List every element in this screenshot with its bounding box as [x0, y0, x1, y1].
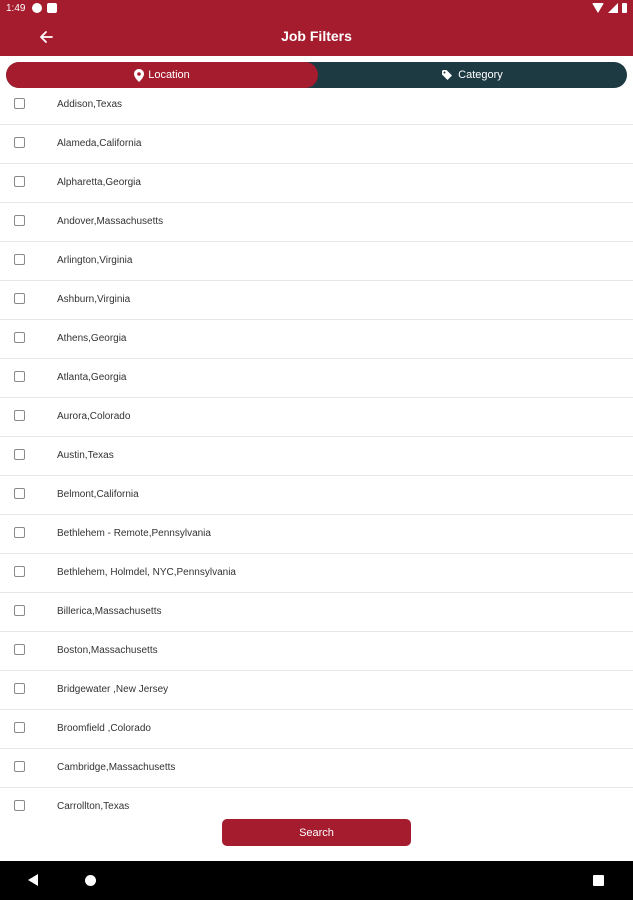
list-item[interactable] — [0, 281, 633, 320]
checkbox[interactable] — [14, 566, 25, 577]
checkbox[interactable] — [14, 410, 25, 421]
location-label: Aurora,Colorado — [57, 411, 131, 422]
list-item[interactable] — [0, 398, 633, 437]
system-nav-bar — [0, 861, 633, 900]
list-item[interactable] — [0, 593, 633, 632]
location-label: Boston,Massachusetts — [57, 645, 158, 656]
location-label: Bethlehem, Holmdel, NYC,Pennsylvania — [57, 567, 236, 578]
location-pin-icon — [134, 69, 144, 82]
list-item[interactable] — [0, 749, 633, 788]
tab-location-label: Location — [148, 69, 190, 81]
location-label: Addison,Texas — [57, 99, 123, 110]
location-label: Atlanta,Georgia — [57, 372, 127, 383]
notification-icons — [32, 3, 57, 13]
list-item[interactable] — [0, 203, 633, 242]
filter-tabs — [6, 62, 627, 88]
location-label: Arlington,Virginia — [57, 255, 133, 266]
location-label: Belmont,California — [57, 489, 139, 500]
checkbox[interactable] — [14, 371, 25, 382]
location-label: Broomfield ,Colorado — [57, 723, 151, 734]
status-bar — [0, 0, 633, 18]
checkbox[interactable] — [14, 176, 25, 187]
checkbox[interactable] — [14, 722, 25, 733]
checkbox[interactable] — [14, 254, 25, 265]
list-item[interactable] — [0, 88, 633, 125]
list-item[interactable] — [0, 359, 633, 398]
list-item[interactable] — [0, 710, 633, 749]
list-item[interactable] — [0, 320, 633, 359]
location-label: Austin,Texas — [57, 450, 114, 461]
system-icons — [592, 3, 627, 13]
wifi-icon — [592, 3, 604, 13]
checkbox[interactable] — [14, 137, 25, 148]
storage-notification-icon — [47, 3, 57, 13]
app-bar — [0, 18, 633, 56]
checkbox[interactable] — [14, 761, 25, 772]
page-title: Job Filters — [281, 28, 352, 44]
list-item[interactable] — [0, 164, 633, 203]
location-label: Bridgewater ,New Jersey — [57, 684, 169, 695]
list-item[interactable] — [0, 554, 633, 593]
location-label: Ashburn,Virginia — [57, 294, 131, 305]
list-item[interactable] — [0, 788, 633, 814]
checkbox[interactable] — [14, 332, 25, 343]
location-label: Athens,Georgia — [57, 333, 127, 344]
location-label: Carrollton,Texas — [57, 801, 130, 812]
checkbox[interactable] — [14, 644, 25, 655]
tab-category[interactable] — [318, 62, 627, 88]
location-label: Bethlehem - Remote,Pennsylvania — [57, 528, 211, 539]
checkbox[interactable] — [14, 449, 25, 460]
status-time: 1:49 — [6, 3, 26, 14]
checkbox[interactable] — [14, 215, 25, 226]
checkbox[interactable] — [14, 293, 25, 304]
list-item[interactable] — [0, 242, 633, 281]
nav-back-icon[interactable] — [28, 874, 38, 886]
search-button[interactable]: Search — [222, 819, 411, 846]
list-item[interactable] — [0, 125, 633, 164]
tab-category-label: Category — [458, 69, 503, 81]
checkbox[interactable] — [14, 488, 25, 499]
list-item[interactable] — [0, 515, 633, 554]
location-list — [0, 88, 633, 814]
checkbox[interactable] — [14, 683, 25, 694]
nav-recents-icon[interactable] — [593, 875, 604, 886]
checkbox[interactable] — [14, 98, 25, 109]
list-item[interactable] — [0, 437, 633, 476]
nav-home-icon[interactable] — [85, 875, 96, 886]
checkbox[interactable] — [14, 527, 25, 538]
location-label: Cambridge,Massachusetts — [57, 762, 176, 773]
signal-icon — [608, 3, 618, 13]
checkbox[interactable] — [14, 800, 25, 811]
list-item[interactable] — [0, 671, 633, 710]
list-item[interactable] — [0, 476, 633, 515]
tab-location[interactable] — [6, 62, 318, 88]
location-label: Alpharetta,Georgia — [57, 177, 141, 188]
location-label: Andover,Massachusetts — [57, 216, 164, 227]
tag-icon — [442, 70, 454, 80]
location-label: Alameda,California — [57, 138, 142, 149]
checkbox[interactable] — [14, 605, 25, 616]
app-notification-icon — [32, 3, 42, 13]
location-label: Billerica,Massachusetts — [57, 606, 162, 617]
list-item[interactable] — [0, 632, 633, 671]
battery-icon — [622, 3, 627, 13]
